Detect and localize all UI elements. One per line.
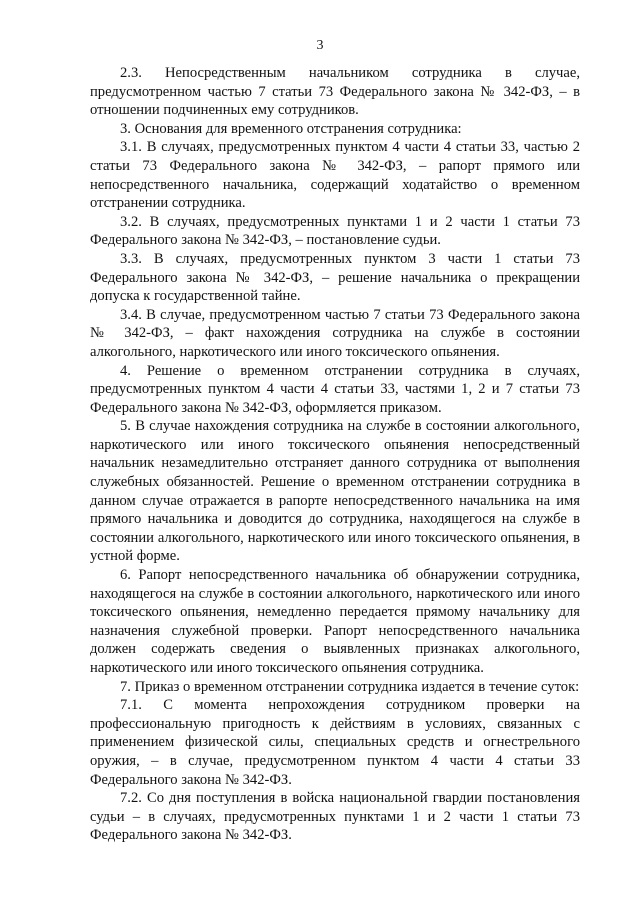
- page-number: 3: [316, 38, 324, 53]
- paragraph-2-3: 2.3. Непосредственным начальником сотрудника в случае, предусмотренном частью 7 статьи 73 Федерального закона № 342-ФЗ, – в отношении подчиненных ему сотрудников.: [90, 65, 580, 119]
- paragraph-7-2: 7.2. Со дня поступления в войска национальной гвардии постановления судьи – в случаях, предусмотренных пунктами 1 и 2 части 1 статьи 73 Федерального закона № 342-ФЗ.: [90, 790, 580, 844]
- paragraph-3-2: 3.2. В случаях, предусмотренных пунктами 1 и 2 части 1 статьи 73 Федерального закона № 342-ФЗ, – постановление судьи.: [90, 213, 580, 249]
- paragraph-5: 5. В случае нахождения сотрудника на службе в состоянии алкогольного, наркотического или иного токсического опьянения непосредственный начальник незамедлительно отстраняет данного сотрудника от выполнения служебных обязанностей. Решение о временном отстранении сотрудника в данном случае отражается в рапорте непосредственного начальника на имя прямого начальника и доводится до сотрудника, находящегося на службе в состоянии алкогольного, наркотического или иного токсического опьянения, в устной форме.: [90, 418, 580, 565]
- paragraph-7-1: 7.1. С момента непрохождения сотрудником проверки на профессиональную пригодность к действиям в условиях, связанных с применением физической силы, специальных средств и огнестрельного оружия, – в случае, предусмотренном пунктом 4 части 4 статьи 33 Федерального закона № 342-ФЗ.: [90, 697, 580, 788]
- paragraph-7: 7. Приказ о временном отстранении сотрудника издается в течение суток:: [120, 678, 580, 695]
- paragraph-3-1: 3.1. В случаях, предусмотренных пунктом 4 части 4 статьи 33, частью 2 статьи 73 Федерального закона № 342-ФЗ, – рапорт прямого или непосредственного начальника, содержащий ходатайство о временном отстранении сотрудника.: [90, 139, 580, 212]
- paragraph-3-3: 3.3. В случаях, предусмотренных пунктом 3 части 1 статьи 73 Федерального закона № 342-ФЗ, – решение начальника о прекращении допуска к государственной тайне.: [90, 250, 580, 305]
- document-body: [90, 64, 580, 845]
- paragraph-3: 3. Основания для временного отстранения сотрудника:: [120, 120, 462, 137]
- paragraph-6: 6. Рапорт непосредственного начальника об обнаружении сотрудника, находящегося на службе в состоянии алкогольного, наркотического или иного токсического опьянения, немедленно передается прямому начальнику для назначения служебной проверки. Рапорт непосредственного начальника должен содержать сведения о выявленных признаках алкогольного, наркотического или иного токсического опьянения сотрудника.: [90, 567, 580, 676]
- paragraph-3-4: 3.4. В случае, предусмотренном частью 7 статьи 73 Федерального закона № 342-ФЗ, – факт нахождения сотрудника на службе в состоянии алкогольного, наркотического или иного токсического опьянения.: [90, 306, 580, 360]
- paragraph-4: 4. Решение о временном отстранении сотрудника в случаях, предусмотренных пунктом 4 части 4 статьи 33, частями 1, 2 и 7 статьи 73 Федерального закона № 342-ФЗ, оформляется приказом.: [90, 362, 580, 416]
